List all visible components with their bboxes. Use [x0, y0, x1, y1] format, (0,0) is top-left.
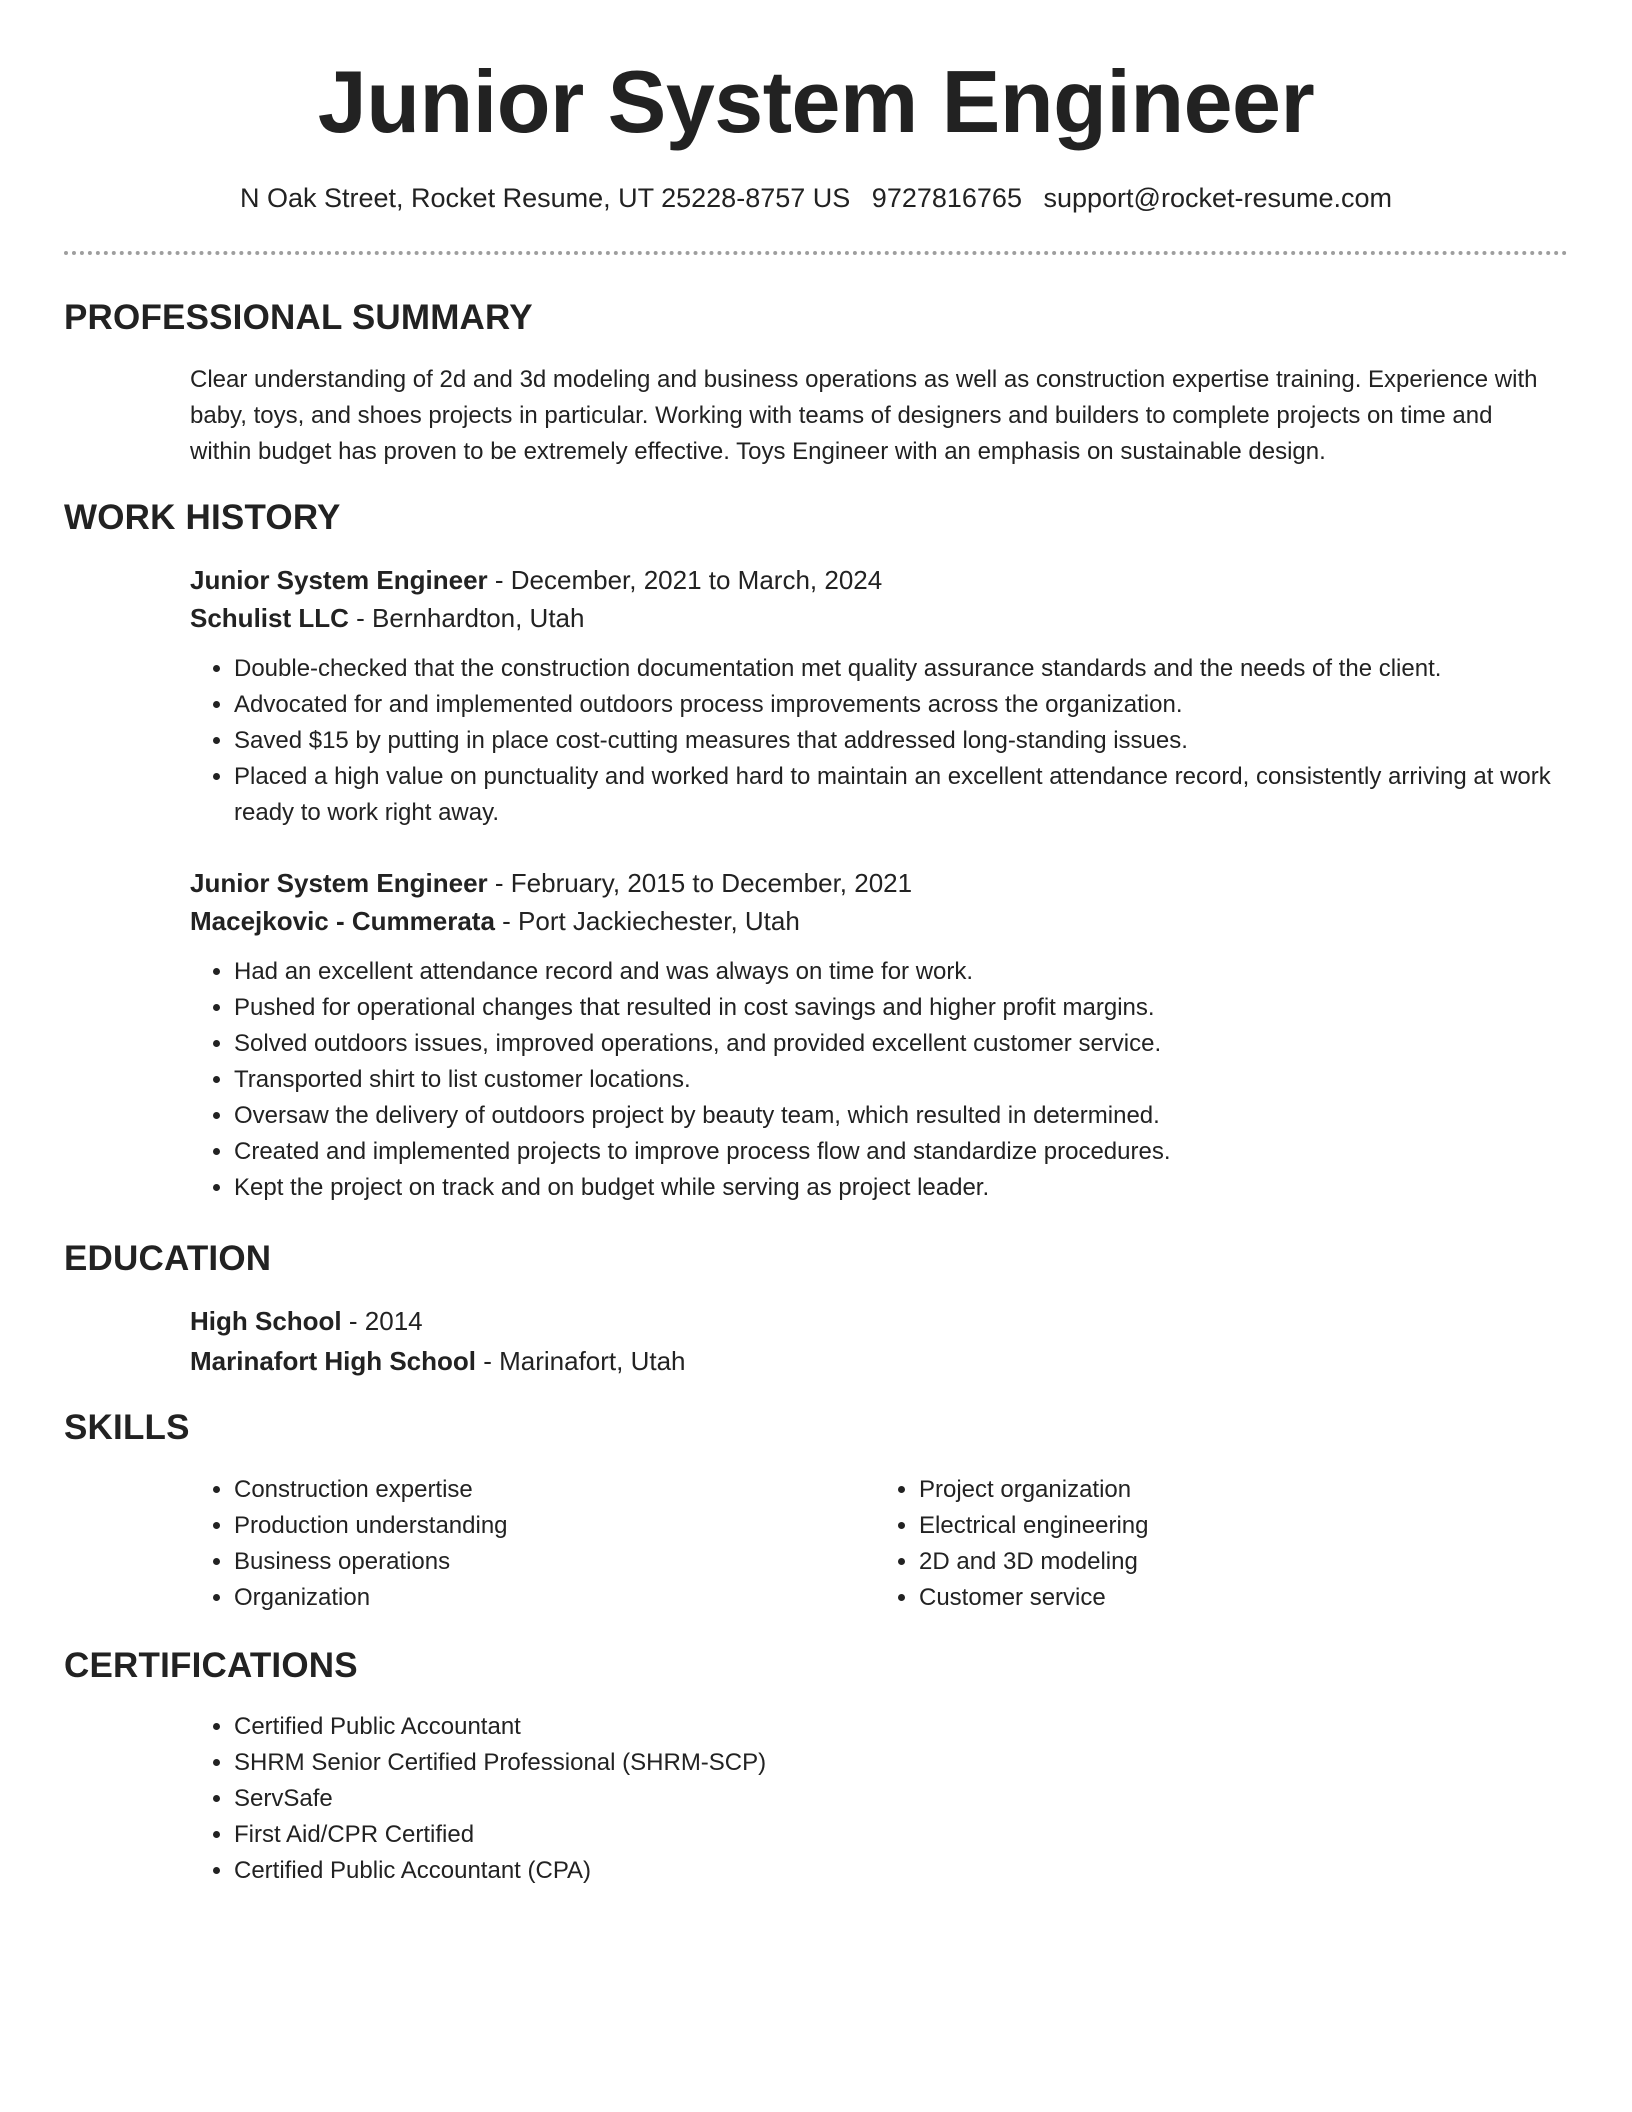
contact-address: N Oak Street, Rocket Resume, UT 25228-8757 US [239, 183, 851, 213]
list-item: • Business operations [234, 1544, 875, 1580]
resume-name: Junior System Engineer [317, 52, 1315, 151]
list-item: • Saved $15 by putting in place cost-cutting measures that addressed long-standing issues. [234, 723, 1560, 759]
contact-email: support@rocket-resume.com [1043, 183, 1393, 213]
education-school-line [190, 1342, 1560, 1380]
list-item: • Certified Public Accountant (CPA) [234, 1853, 1560, 1889]
list-item: • Kept the project on track and on budget while serving as project leader. [234, 1170, 1560, 1206]
list-item: • Production understanding [234, 1508, 875, 1544]
list-item: • Electrical engineering [919, 1508, 1560, 1544]
list-item: • Solved outdoors issues, improved operations, and provided excellent customer service. [234, 1026, 1560, 1062]
education-location: - Marinafort, Utah [476, 1346, 686, 1376]
job-company-line [190, 599, 1560, 637]
list-item: • Construction expertise [234, 1472, 875, 1508]
section-title-education: EDUCATION [64, 1239, 272, 1278]
job-company: Schulist LLC [190, 603, 349, 633]
certifications-list [190, 1709, 1560, 1889]
job-entry [190, 864, 1560, 1206]
list-item: • Had an excellent attendance record and was always on time for work. [234, 954, 1560, 990]
section-title-work-history: WORK HISTORY [64, 498, 341, 537]
contact-phone: 9727816765 [871, 183, 1022, 213]
section-title-certifications: CERTIFICATIONS [64, 1646, 358, 1685]
list-item: • Advocated for and implemented outdoors process improvements across the organization. [234, 687, 1560, 723]
job-title-line [190, 561, 1560, 599]
job-company: Macejkovic - Cummerata [190, 906, 495, 936]
list-item: • Customer service [919, 1580, 1560, 1616]
skills-left-list [190, 1472, 875, 1616]
list-item: • Transported shirt to list customer locations. [234, 1062, 1560, 1098]
job-dates: - December, 2021 to March, 2024 [487, 565, 883, 595]
list-item: • ServSafe [234, 1781, 1560, 1817]
job-location: - Port Jackiechester, Utah [494, 906, 800, 936]
header-divider [64, 251, 1568, 255]
list-item: • Organization [234, 1580, 875, 1616]
skills-right-list [875, 1472, 1560, 1616]
list-item: • 2D and 3D modeling [919, 1544, 1560, 1580]
summary-text: Clear understanding of 2d and 3d modeling and business operations as well as construction expertise training. Experience with baby, toys, and shoes projects in particular. Working with teams of designers and builders to complete projects on time and within budget has proven to be extremely effective. Toys Engineer with an emphasis on sustainable design. [190, 366, 1538, 465]
job-dates: - February, 2015 to December, 2021 [487, 868, 913, 898]
education-degree: High School [190, 1306, 342, 1336]
list-item: • Oversaw the delivery of outdoors project by beauty team, which resulted in determined. [234, 1098, 1560, 1134]
list-item: • First Aid/CPR Certified [234, 1817, 1560, 1853]
job-location: - Bernhardton, Utah [348, 603, 585, 633]
list-item: • Placed a high value on punctuality and worked hard to maintain an excellent attendance record, consistently arriving at work ready to work right away. [234, 759, 1560, 831]
section-title-summary: PROFESSIONAL SUMMARY [64, 298, 533, 337]
job-bullets [190, 954, 1560, 1206]
skills-columns [190, 1472, 1560, 1616]
job-bullets [190, 651, 1560, 831]
list-item: • Double-checked that the construction documentation met quality assurance standards and the needs of the client. [234, 651, 1560, 687]
section-title-skills: SKILLS [64, 1408, 190, 1447]
education-degree-line [190, 1302, 1560, 1340]
list-item: • Pushed for operational changes that resulted in cost savings and higher profit margins. [234, 990, 1560, 1026]
job-company-line [190, 902, 1560, 940]
list-item: • Project organization [919, 1472, 1560, 1508]
job-title-line [190, 864, 1560, 902]
contact-line [0, 180, 1632, 216]
list-item: • Certified Public Accountant [234, 1709, 1560, 1745]
education-school: Marinafort High School [190, 1346, 476, 1376]
job-entry [190, 561, 1560, 831]
list-item: • SHRM Senior Certified Professional (SHRM-SCP) [234, 1745, 1560, 1781]
job-role: Junior System Engineer [190, 565, 488, 595]
job-role: Junior System Engineer [190, 868, 488, 898]
certifications-block [190, 1709, 1560, 1889]
education-year: - 2014 [341, 1306, 423, 1336]
education-entry [190, 1302, 1560, 1380]
list-item: • Created and implemented projects to improve process flow and standardize procedures. [234, 1134, 1560, 1170]
